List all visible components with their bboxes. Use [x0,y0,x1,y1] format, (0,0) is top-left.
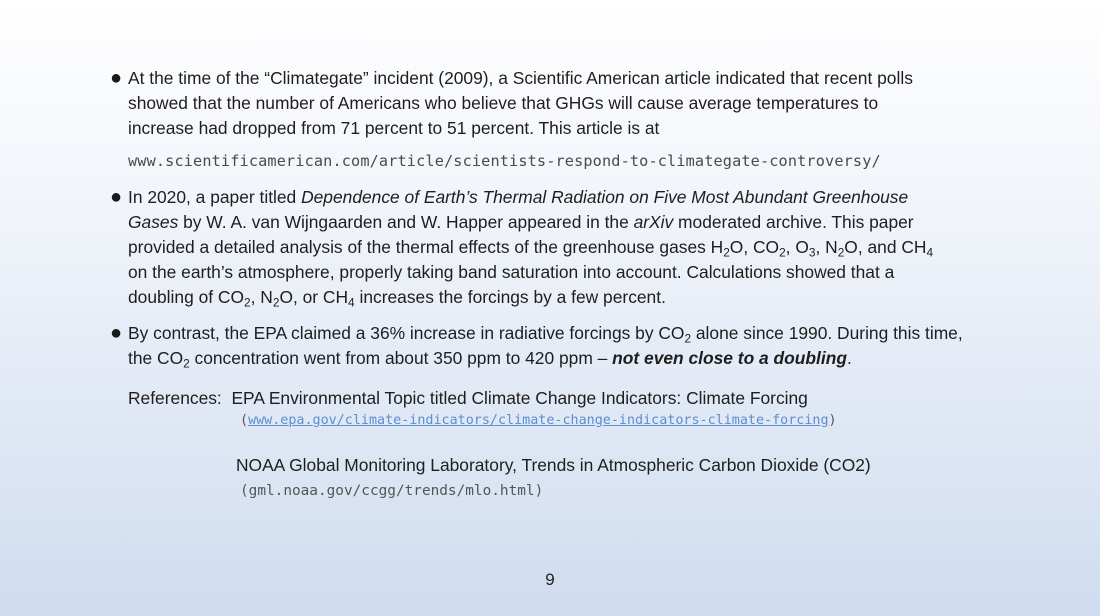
scientific-american-url: www.scientificamerican.com/article/scientists-respond-to-climategate-controversy/ [128,152,881,170]
bullet-climategate [112,66,1042,141]
bullet1-line: increase had dropped from 71 percent to 51 percent. This article is at [128,118,660,138]
bullet3-line-2: the $CO_2$ concentration went from about 350 ppm to 420 ppm – not even close to a doubling. [128,348,852,371]
reference-1-title: EPA Environmental Topic titled Climate Change Indicators: Climate Forcing [231,388,808,408]
reference-2-title: NOAA Global Monitoring Laboratory, Trends in Atmospheric Carbon Dioxide (CO2) [236,455,871,475]
epa-link[interactable]: www.epa.gov/climate-indicators/climate-change-indicators-climate-forcing [248,413,829,428]
bullet3-line-1: By contrast, the EPA claimed a 36% increase in radiative forcings by $CO_2$ alone since 1990. During this time, [128,323,963,346]
bullet-dot-icon: ● [110,186,123,208]
emphasis-text: not even close to a doubling [612,348,847,368]
page-number: 9 [545,570,555,589]
references-label: References: [128,388,222,408]
bullet-dot-icon: ● [110,322,123,344]
bullet2-line-3: provided a detailed analysis of the thermal effects of the greenhouse gases $H_2O$, $CO_2$, $O_3$, $N_2O$, and $CH_4$ [128,237,934,260]
bullet2-line-1: In 2020, a paper titled Dependence of Earth’s Thermal Radiation on Five Most Abundant Greenhouse [128,187,909,207]
reference-2-url: (gml.noaa.gov/ccgg/trends/mlo.html) [240,483,544,499]
bullet-paper-2020 [112,185,1042,310]
reference-1 [128,386,871,410]
bullet2-line-4: on the earth’s atmosphere, properly taking band saturation into account. Calculations showed that a [128,262,895,282]
references-section [128,386,871,503]
reference-1-url-line: (www.epa.gov/climate-indicators/climate-change-indicators-climate-forcing) [240,413,837,428]
arxiv-name: arXiv [633,212,674,232]
bullet-epa-claim [112,321,1042,371]
bullet-dot-icon: ● [110,67,123,89]
bullet1-line: At the time of the “Climategate” incident (2009), a Scientific American article indicated that recent polls [128,68,913,88]
bullet1-line: showed that the number of Americans who believe that GHGs will cause average temperatures to [128,93,879,113]
bullet2-line-5: doubling of $CO_2$, $N_2O$, or $CH_4$ increases the forcings by a few percent. [128,287,666,310]
paper-title: Dependence of Earth’s Thermal Radiation on Five Most Abundant Greenhouse [301,187,909,207]
bullet2-line-2: Gases by W. A. van Wijngaarden and W. Happer appeared in the arXiv moderated archive. This paper [128,212,914,232]
